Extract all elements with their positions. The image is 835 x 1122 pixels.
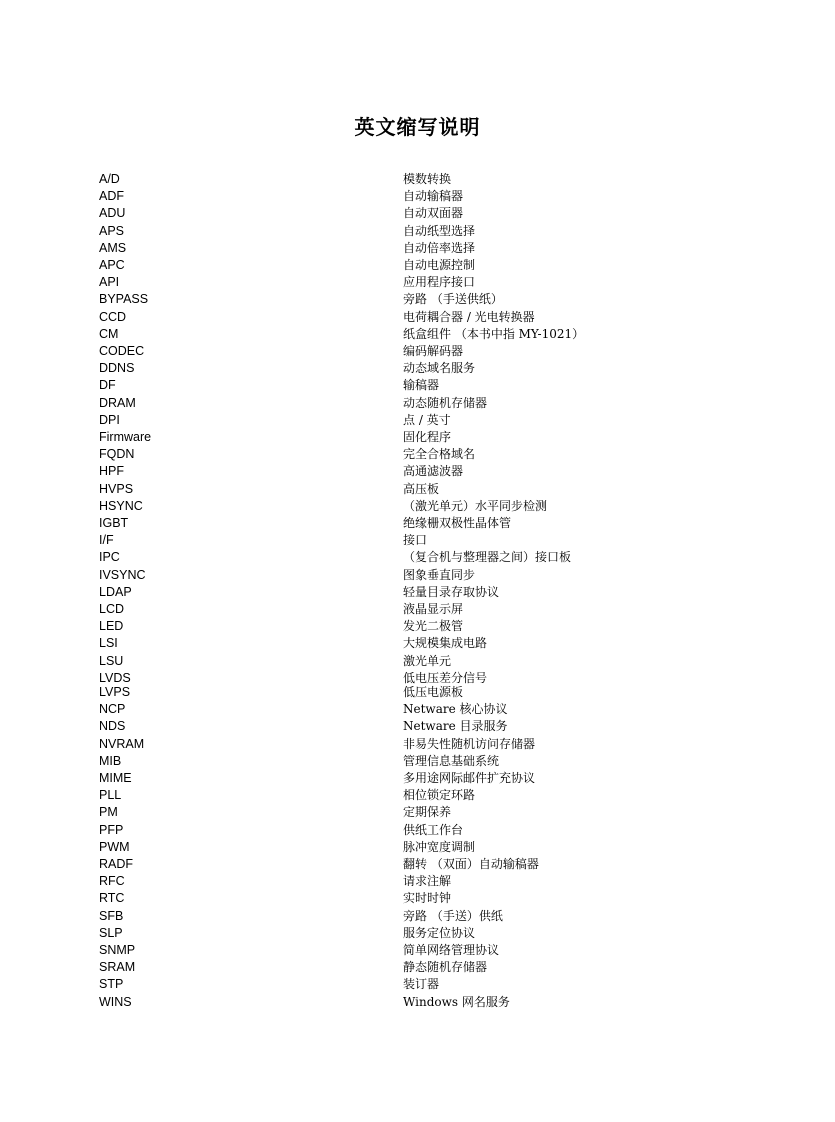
abbreviation-term: DDNS: [99, 361, 135, 376]
abbreviation-description: 电荷耦合器 / 光电转换器: [403, 309, 535, 324]
abbreviation-description: 绝缘栅双极性晶体管: [403, 516, 512, 530]
list-item: [0, 718, 835, 735]
abbreviation-term: AMS: [99, 240, 127, 255]
abbreviation-term: DF: [99, 378, 116, 393]
list-item: [0, 753, 835, 770]
abbreviation-description: 实时时钟: [403, 891, 452, 906]
abbreviation-description: 非易失性随机访问存储器: [403, 736, 536, 751]
abbreviation-description: 静态随机存储器: [403, 960, 488, 975]
abbreviation-description: 自动双面器: [403, 206, 464, 221]
abbreviation-term: RFC: [99, 874, 125, 889]
list-item: [0, 787, 835, 804]
abbreviation-term: CODEC: [99, 344, 145, 358]
abbreviation-term: DRAM: [99, 395, 136, 410]
abbreviation-term: RADF: [99, 857, 134, 871]
abbreviation-description: 翻转 （双面）自动输稿器: [403, 857, 539, 871]
list-item: [0, 856, 835, 873]
list-item: [0, 959, 835, 976]
list-item: [0, 481, 835, 498]
abbreviation-description: 自动倍率选择: [403, 240, 476, 255]
abbreviation-description: 自动输稿器: [403, 189, 464, 204]
abbreviation-description: 图象垂直同步: [403, 567, 476, 582]
list-item: [0, 549, 835, 566]
abbreviation-term: API: [99, 275, 120, 290]
list-item: [0, 770, 835, 787]
abbreviation-description: 脉冲宽度调制: [403, 839, 476, 854]
abbreviation-term: A/D: [99, 172, 120, 186]
abbreviation-term: HPF: [99, 464, 124, 479]
list-item: [0, 274, 835, 291]
abbreviation-description: 发光二极管: [403, 619, 464, 634]
abbreviation-description: 液晶显示屏: [403, 602, 464, 616]
abbreviation-description: 旁路 （手送）供纸: [403, 908, 503, 923]
list-item: [0, 908, 835, 925]
list-item: [0, 446, 835, 463]
abbreviation-term: LSI: [99, 636, 118, 651]
list-item: [0, 701, 835, 718]
abbreviation-description: Windows 网名服务: [403, 994, 510, 1009]
abbreviation-description: 接口: [403, 533, 428, 548]
list-item: [0, 205, 835, 222]
list-item: [0, 584, 835, 601]
abbreviation-term: SNMP: [99, 943, 136, 957]
abbreviation-description: 简单网络管理协议: [403, 943, 500, 957]
abbreviation-description: 固化程序: [403, 430, 452, 444]
abbreviation-description: 完全合格域名: [403, 447, 476, 462]
abbreviation-term: LCD: [99, 602, 125, 616]
list-item: [0, 360, 835, 377]
list-item: [0, 498, 835, 515]
abbreviation-description: 动态随机存储器: [403, 395, 488, 410]
abbreviation-description: 模数转换: [403, 172, 452, 186]
abbreviation-term: SRAM: [99, 960, 136, 975]
abbreviation-term: NCP: [99, 702, 126, 717]
list-item: [0, 994, 835, 1011]
abbreviation-description: （复合机与整理器之间）接口板: [403, 550, 572, 565]
abbreviation-description: 输稿器: [403, 378, 440, 393]
list-item: [0, 976, 835, 993]
abbreviation-term: NDS: [99, 719, 126, 734]
abbreviation-description: 相位锁定环路: [403, 788, 476, 803]
abbreviation-term: FQDN: [99, 447, 135, 462]
list-item: [0, 171, 835, 188]
abbreviation-description: 旁路 （手送供纸）: [403, 292, 503, 307]
abbreviation-term: PFP: [99, 822, 124, 837]
list-item: [0, 684, 835, 701]
abbreviation-description: （激光单元）水平同步检测: [403, 498, 548, 513]
abbreviation-description: 低压电源板: [403, 685, 464, 699]
list-item: [0, 653, 835, 670]
abbreviation-description: 点 / 英寸: [403, 412, 451, 427]
abbreviation-description: 低电压差分信号: [403, 670, 488, 685]
abbreviation-description: 装订器: [403, 977, 440, 992]
abbreviation-description: 大规模集成电路: [403, 636, 488, 651]
abbreviation-description: 多用途网际邮件扩充协议: [403, 771, 536, 785]
list-item: [0, 942, 835, 959]
abbreviation-term: IPC: [99, 550, 120, 565]
abbreviation-description: 激光单元: [403, 653, 452, 668]
abbreviation-term: CM: [99, 326, 119, 341]
list-item: [0, 618, 835, 635]
abbreviation-term: IVSYNC: [99, 567, 146, 582]
abbreviation-term: SFB: [99, 908, 124, 923]
list-item: [0, 463, 835, 480]
abbreviation-description: 编码解码器: [403, 344, 464, 358]
list-item: [0, 309, 835, 326]
abbreviation-term: Firmware: [99, 430, 152, 444]
abbreviation-term: SLP: [99, 925, 123, 940]
list-item: [0, 377, 835, 394]
abbreviation-term: LSU: [99, 653, 124, 668]
abbreviation-description: 高压板: [403, 481, 440, 496]
list-item: [0, 395, 835, 412]
abbreviation-term: APC: [99, 258, 125, 272]
page-title: 英文缩写说明: [354, 115, 481, 139]
list-item: [0, 412, 835, 429]
list-item: [0, 223, 835, 240]
list-item: [0, 925, 835, 942]
abbreviation-term: MIME: [99, 771, 132, 785]
list-item: [0, 873, 835, 890]
list-item: [0, 822, 835, 839]
abbreviation-description: 服务定位协议: [403, 925, 476, 940]
list-item: [0, 515, 835, 532]
abbreviation-description: 自动纸型选择: [403, 223, 476, 238]
abbreviation-description: 高通滤波器: [403, 464, 464, 479]
abbreviation-description: Netware 目录服务: [403, 719, 508, 734]
list-item: [0, 291, 835, 308]
abbreviation-term: WINS: [99, 994, 132, 1009]
abbreviation-description: 管理信息基础系统: [403, 753, 500, 768]
abbreviation-term: PM: [99, 805, 118, 820]
abbreviation-term: HVPS: [99, 481, 134, 496]
list-item: [0, 257, 835, 274]
abbreviation-term: ADU: [99, 206, 126, 221]
abbreviation-term: IGBT: [99, 516, 129, 530]
abbreviation-description: 纸盒组件 （本书中指 MY-1021）: [403, 326, 585, 341]
abbreviation-term: STP: [99, 977, 124, 992]
abbreviation-term: BYPASS: [99, 292, 149, 307]
abbreviation-description: 应用程序接口: [403, 275, 476, 290]
abbreviation-description: 供纸工作台: [403, 822, 464, 837]
abbreviation-term: I/F: [99, 533, 114, 548]
abbreviation-description: Netware 核心协议: [403, 702, 508, 717]
abbreviation-term: LVDS: [99, 670, 131, 685]
abbreviation-term: PLL: [99, 788, 122, 803]
abbreviation-term: LDAP: [99, 584, 132, 599]
list-item: [0, 890, 835, 907]
abbreviation-term: DPI: [99, 412, 120, 427]
list-item: [0, 736, 835, 753]
abbreviation-term: LVPS: [99, 685, 131, 699]
list-item: [0, 429, 835, 446]
abbreviation-description: 自动电源控制: [403, 258, 476, 272]
abbreviation-term: MIB: [99, 753, 122, 768]
abbreviation-term: RTC: [99, 891, 125, 906]
abbreviation-description: 轻量目录存取协议: [403, 584, 500, 599]
list-item: [0, 804, 835, 821]
abbreviation-term: ADF: [99, 189, 124, 204]
list-item: [0, 839, 835, 856]
list-item: [0, 240, 835, 257]
list-item: [0, 326, 835, 343]
list-item: [0, 567, 835, 584]
abbreviation-term: HSYNC: [99, 498, 143, 513]
abbreviation-term: NVRAM: [99, 736, 145, 751]
abbreviation-term: APS: [99, 223, 125, 238]
list-item: [0, 343, 835, 360]
abbreviation-term: PWM: [99, 839, 130, 854]
abbreviation-description: 定期保养: [403, 805, 452, 820]
list-item: [0, 635, 835, 652]
abbreviation-term: CCD: [99, 309, 127, 324]
abbreviation-description: 动态域名服务: [403, 361, 476, 376]
abbreviation-description: 请求注解: [403, 874, 452, 889]
list-item: [0, 532, 835, 549]
list-item: [0, 601, 835, 618]
list-item: [0, 188, 835, 205]
abbreviation-term: LED: [99, 619, 124, 634]
